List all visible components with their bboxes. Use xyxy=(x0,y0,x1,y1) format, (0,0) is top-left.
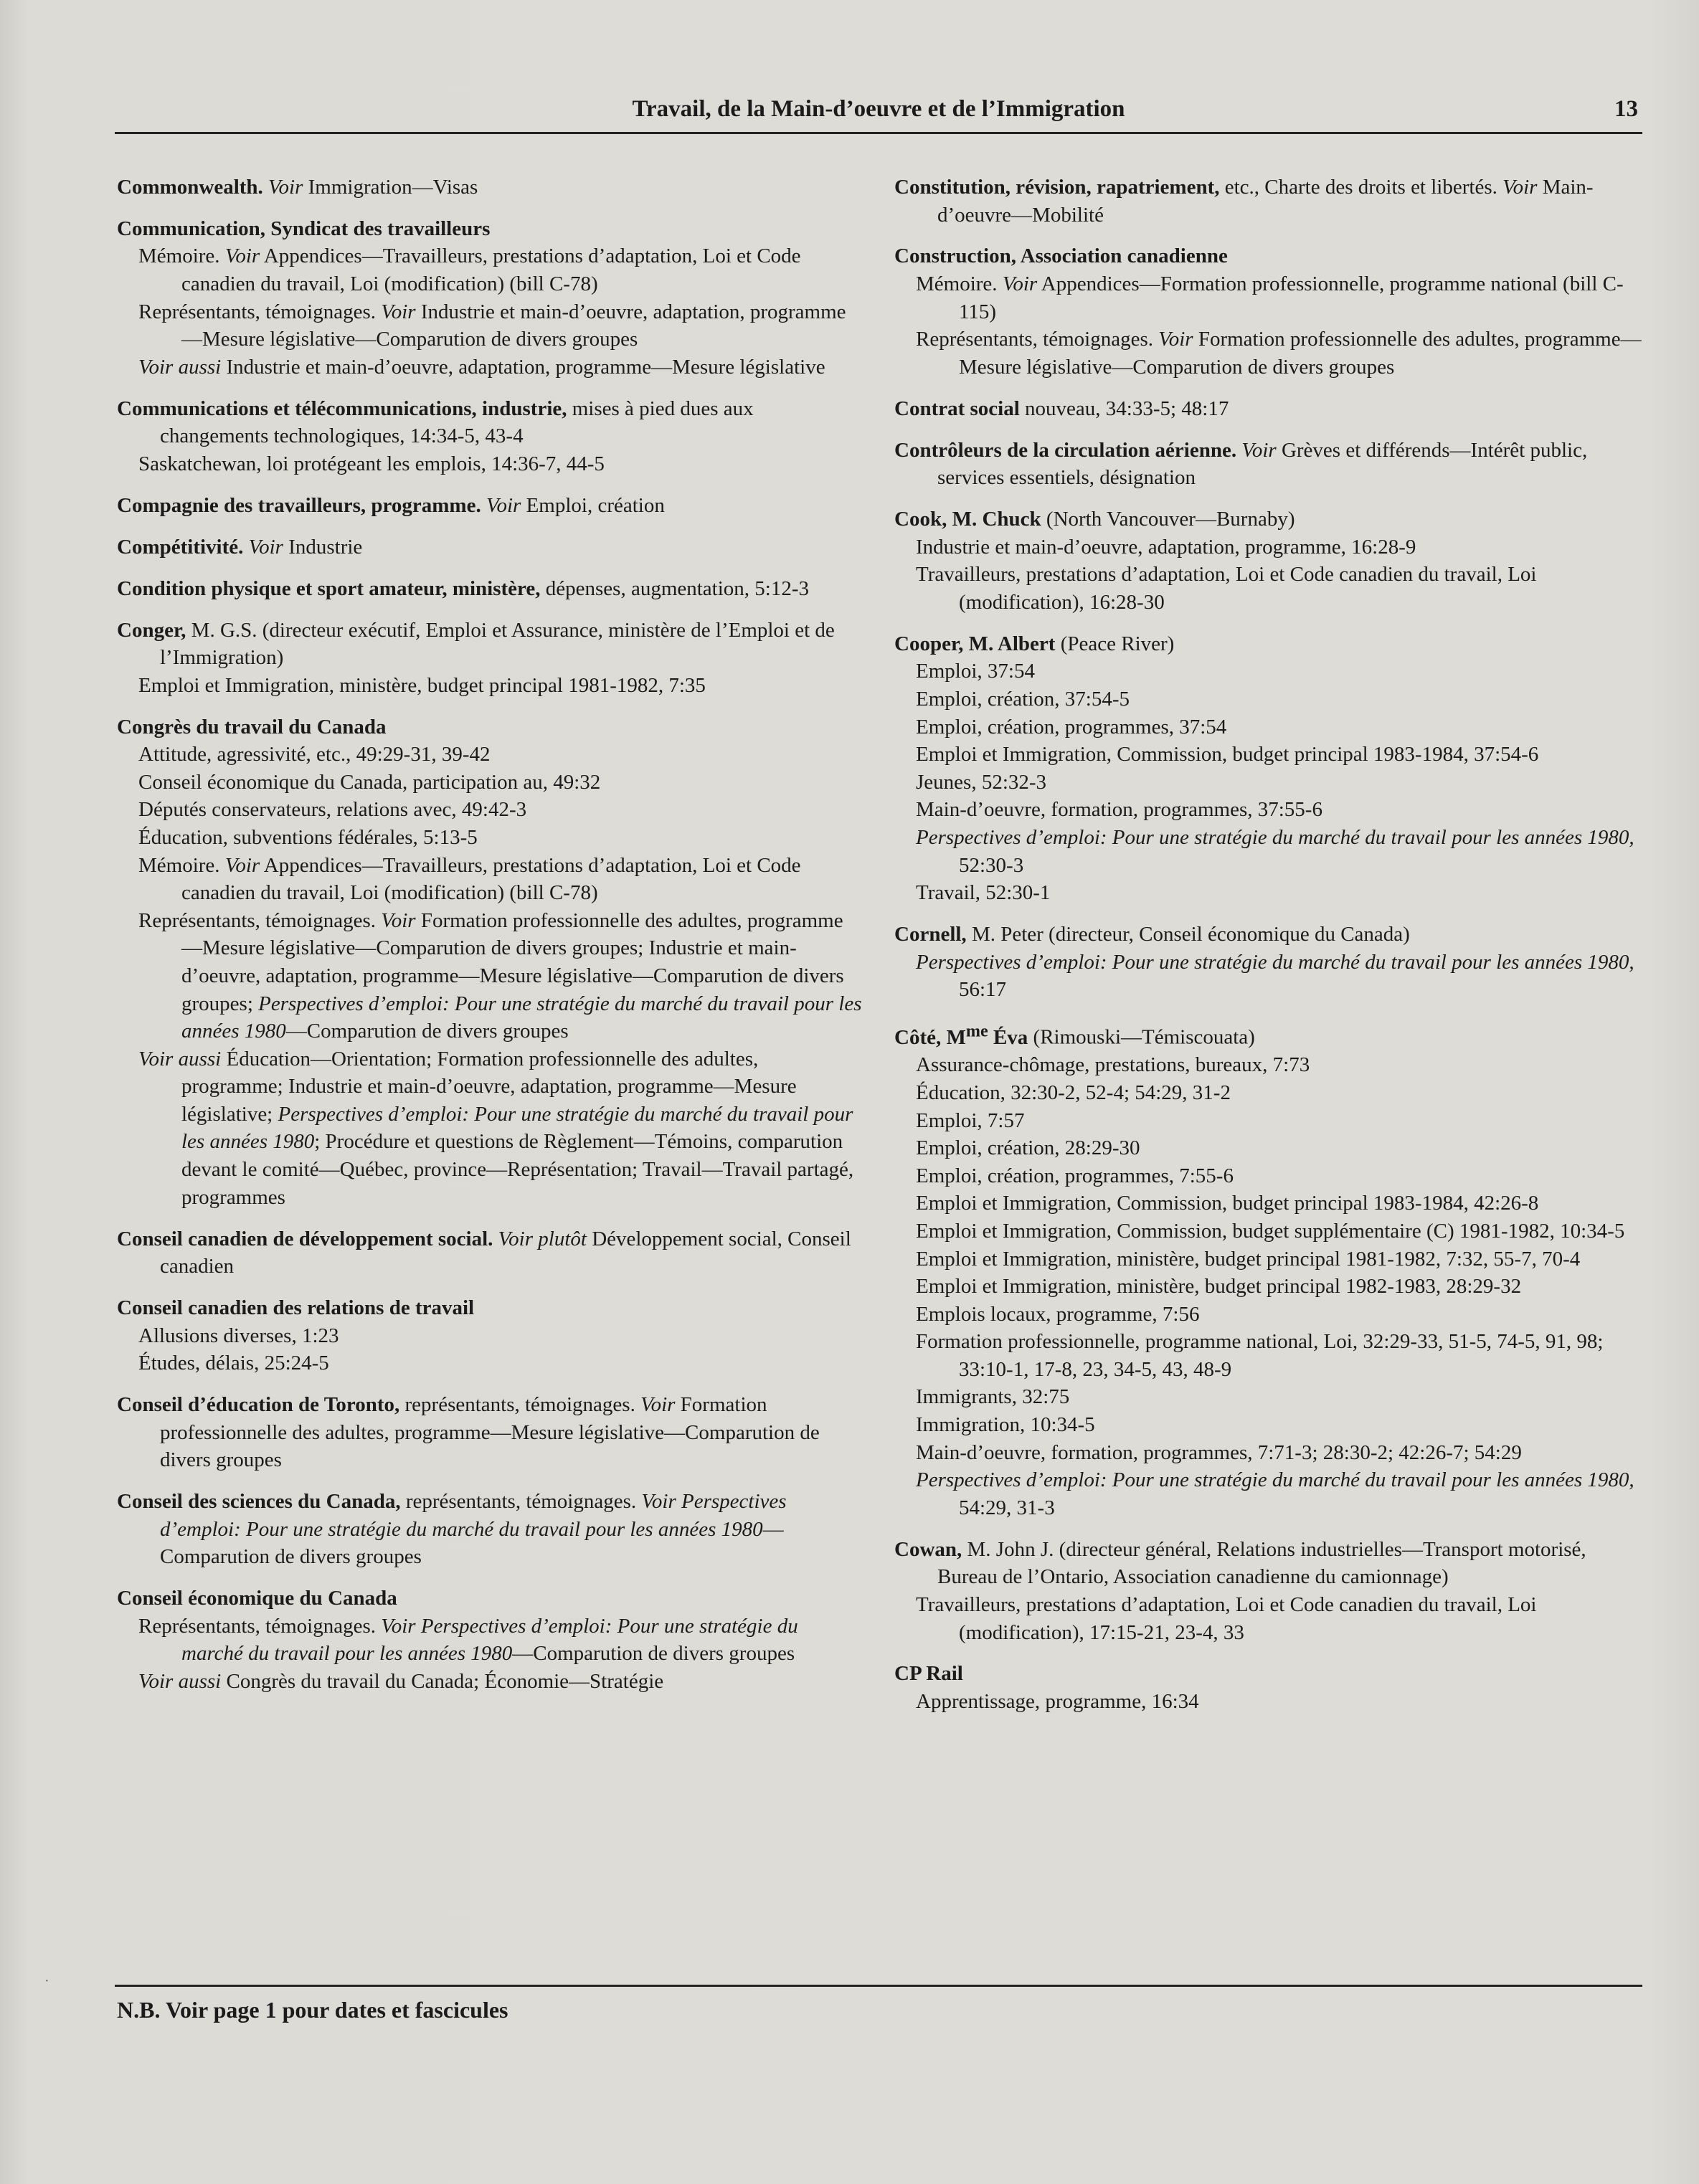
index-heading: Côté, $M^{me}$ Éva (Rimouski—Témiscouata) xyxy=(894,1021,1255,1049)
index-subentry: Travailleurs, prestations d’adaptation, Loi et Code canadien du travail, Loi (modification), 17:15-21, 23-4, 33 xyxy=(916,1592,1537,1644)
index-subentry: Main-d’oeuvre, formation, programmes, 7:71-3; 28:30-2; 42:26-7; 54:29 xyxy=(916,1440,1522,1464)
index-heading: Conseil canadien de développement social. Voir plutôt Développement social, Conseil canadien xyxy=(117,1227,851,1278)
index-entry xyxy=(117,395,863,478)
index-heading: Congrès du travail du Canada xyxy=(117,715,387,739)
index-heading: Conseil d’éducation de Toronto, représentants, témoignages. Voir Formation professionnelle des adultes, programme—Mesure législative—Comparution de divers groupes xyxy=(117,1393,820,1472)
index-subentry: Emploi, création, programmes, 7:55-6 xyxy=(916,1164,1234,1187)
index-subentry: Éducation, subventions fédérales, 5:13-5 xyxy=(138,825,478,849)
index-subentry: Attitude, agressivité, etc., 49:29-31, 39-42 xyxy=(138,743,491,766)
index-heading: Conger, M. G.S. (directeur exécutif, Emploi et Assurance, ministère de l’Emploi et de l’Immigration) xyxy=(117,618,835,670)
index-heading: Contrat social nouveau, 34:33-5; 48:17 xyxy=(894,397,1229,420)
index-entry xyxy=(894,1660,1644,1715)
index-entry xyxy=(117,1391,863,1474)
index-subentry: Perspectives d’emploi: Pour une stratégie du marché du travail pour les années 1980, 52:30-3 xyxy=(916,825,1634,877)
index-subentry: Représentants, témoignages. Voir Industrie et main-d’oeuvre, adaptation, programme—Mesure législative—Comparution de divers groupes xyxy=(138,300,846,351)
margin-dot: · xyxy=(44,1973,49,1989)
index-heading: Compagnie des travailleurs, programme. Voir Emploi, création xyxy=(117,493,665,517)
footer-rule xyxy=(115,1985,1642,1987)
index-subentry: Immigration, 10:34-5 xyxy=(916,1413,1095,1437)
index-column-right xyxy=(894,174,1644,1729)
index-entry xyxy=(117,1294,863,1377)
index-subentry: Conseil économique du Canada, participation au, 49:32 xyxy=(138,770,601,794)
index-entry xyxy=(894,174,1644,229)
index-subentry: Éducation, 32:30-2, 52-4; 54:29, 31-2 xyxy=(916,1081,1231,1104)
index-entry xyxy=(117,1225,863,1281)
index-entry xyxy=(894,630,1644,907)
index-entry xyxy=(894,1536,1644,1646)
index-heading: Compétitivité. Voir Industrie xyxy=(117,535,363,559)
index-column-left xyxy=(117,174,863,1709)
index-subentry: Études, délais, 25:24-5 xyxy=(138,1352,329,1375)
index-subentry: Apprentissage, programme, 16:34 xyxy=(916,1690,1199,1714)
index-subentry: Emploi, 7:57 xyxy=(916,1108,1025,1132)
index-subentry: Mémoire. Voir Appendices—Travailleurs, prestations d’adaptation, Loi et Code canadien du travail, Loi (modification) (bill C-78) xyxy=(138,244,801,296)
index-subentry: Emploi et Immigration, Commission, budget principal 1983-1984, 42:26-8 xyxy=(916,1192,1539,1215)
footer-note: N.B. Voir page 1 pour dates et fascicules xyxy=(117,1997,508,2023)
index-subentry: Emploi et Immigration, ministère, budget principal 1981-1982, 7:32, 55-7, 70-4 xyxy=(916,1247,1581,1271)
index-subentry: Immigrants, 32:75 xyxy=(916,1385,1070,1409)
index-heading: Condition physique et sport amateur, ministère, dépenses, augmentation, 5:12-3 xyxy=(117,576,810,600)
index-heading: Conseil canadien des relations de travail xyxy=(117,1296,475,1320)
index-entry xyxy=(117,1488,863,1571)
index-heading: CP Rail xyxy=(894,1662,963,1686)
index-subentry: Mémoire. Voir Appendices—Travailleurs, prestations d’adaptation, Loi et Code canadien du travail, Loi (modification) (bill C-78) xyxy=(138,853,801,905)
index-subentry: Perspectives d’emploi: Pour une stratégie du marché du travail pour les années 1980, 54:29, 31-3 xyxy=(916,1468,1634,1519)
index-subentry: Emploi et Immigration, Commission, budget principal 1983-1984, 37:54-6 xyxy=(916,743,1539,766)
running-header xyxy=(115,93,1642,134)
index-subentry: Emploi, création, 37:54-5 xyxy=(916,687,1130,711)
index-entry xyxy=(117,575,863,603)
index-entry xyxy=(117,617,863,700)
index-entry xyxy=(894,505,1644,616)
index-subentry: Représentants, témoignages. Voir Formation professionnelle des adultes, programme—Mesure législative—Comparution de divers groupes xyxy=(916,328,1642,379)
page-number: 13 xyxy=(1614,96,1638,122)
index-subentry: Emploi et Immigration, ministère, budget principal 1982-1983, 28:29-32 xyxy=(916,1275,1522,1298)
index-subentry: Emploi, création, 28:29-30 xyxy=(916,1136,1140,1160)
index-heading: Cooper, M. Albert (Peace River) xyxy=(894,632,1175,655)
page-title: Travail, de la Main-d’oeuvre et de l’Immigration xyxy=(632,96,1125,122)
index-heading: Conseil des sciences du Canada, représentants, témoignages. Voir Perspectives d’emploi: Pour une stratégie du marché du travail pour les années 1980—Comparution de divers groupes xyxy=(117,1490,787,1569)
index-entry xyxy=(117,533,863,561)
index-entry xyxy=(117,215,863,381)
index-subentry: Mémoire. Voir Appendices—Formation professionnelle, programme national (bill C-115) xyxy=(916,272,1624,323)
index-heading: Commonwealth. Voir Immigration—Visas xyxy=(117,176,478,199)
index-subentry: Emploi et Immigration, Commission, budget supplémentaire (C) 1981-1982, 10:34-5 xyxy=(916,1219,1625,1243)
index-subentry: Voir aussi Industrie et main-d’oeuvre, adaptation, programme—Mesure législative xyxy=(138,355,825,379)
index-subentry: Saskatchewan, loi protégeant les emplois, 14:36-7, 44-5 xyxy=(138,452,605,475)
index-subentry: Représentants, témoignages. Voir Formation professionnelle des adultes, programme—Mesure législative—Comparution de divers groupes; Industrie et main-d’oeuvre, adaptation, programme—Mesure législative—Comparution de divers groupes; Perspectives d’emploi: Pour une stratégie du marché du travail pour les années 1980—Comparution de divers groupes xyxy=(138,908,862,1043)
index-entry xyxy=(894,242,1644,381)
index-subentry: Représentants, témoignages. Voir Perspectives d’emploi: Pour une stratégie du marché du travail pour les années 1980—Comparution de divers groupes xyxy=(138,1614,798,1666)
index-heading: Conseil économique du Canada xyxy=(117,1587,397,1610)
index-heading: Construction, Association canadienne xyxy=(894,244,1228,268)
index-subentry: Industrie et main-d’oeuvre, adaptation, programme, 16:28-9 xyxy=(916,535,1416,559)
index-entry xyxy=(117,174,863,201)
index-subentry: Travail, 52:30-1 xyxy=(916,881,1051,905)
index-heading: Constitution, révision, rapatriement, etc., Charte des droits et libertés. Voir Main-d’oeuvre—Mobilité xyxy=(894,176,1594,227)
index-subentry: Emploi et Immigration, ministère, budget principal 1981-1982, 7:35 xyxy=(138,673,706,697)
index-heading: Cornell, M. Peter (directeur, Conseil économique du Canada) xyxy=(894,923,1410,946)
index-heading: Contrôleurs de la circulation aérienne. Voir Grèves et différends—Intérêt public, services essentiels, désignation xyxy=(894,438,1588,490)
index-heading: Communications et télécommunications, industrie, mises à pied dues aux changements technologiques, 14:34-5, 43-4 xyxy=(117,397,754,448)
index-entry xyxy=(894,437,1644,492)
index-subentry: Emploi, création, programmes, 37:54 xyxy=(916,715,1227,739)
index-entry xyxy=(894,921,1644,1004)
index-heading: Cowan, M. John J. (directeur général, Relations industrielles—Transport motorisé, Bureau de l’Ontario, Association canadienne du camionnage) xyxy=(894,1537,1586,1589)
index-subentry: Assurance-chômage, prestations, bureaux, 7:73 xyxy=(916,1053,1310,1077)
index-subentry: Députés conservateurs, relations avec, 49:42-3 xyxy=(138,798,527,822)
index-subentry: Formation professionnelle, programme national, Loi, 32:29-33, 51-5, 74-5, 91, 98; 33:10-1, 17-8, 23, 34-5, 43, 48-9 xyxy=(916,1330,1604,1381)
index-subentry: Voir aussi Congrès du travail du Canada; Économie—Stratégie xyxy=(138,1670,664,1694)
index-subentry: Perspectives d’emploi: Pour une stratégie du marché du travail pour les années 1980, 56:17 xyxy=(916,950,1634,1002)
index-entry xyxy=(117,492,863,520)
index-heading: Communication, Syndicat des travailleurs xyxy=(117,217,491,240)
index-subentry: Travailleurs, prestations d’adaptation, Loi et Code canadien du travail, Loi (modification), 16:28-30 xyxy=(916,563,1537,614)
index-entry xyxy=(117,1585,863,1695)
index-heading: Cook, M. Chuck (North Vancouver—Burnaby) xyxy=(894,508,1295,531)
index-subentry: Main-d’oeuvre, formation, programmes, 37:55-6 xyxy=(916,798,1322,822)
index-subentry: Voir aussi Éducation—Orientation; Formation professionnelle des adultes, programme; Industrie et main-d’oeuvre, adaptation, programme—Mesure législative; Perspectives d’emploi: Pour une stratégie du marché du travail pour les années 1980; Procédure et questions de Règlement—Témoins, comparution devant le comité—Québec, province—Représentation; Travail—Travail partagé, programmes xyxy=(138,1047,854,1209)
index-entry xyxy=(117,713,863,1212)
index-entry xyxy=(894,395,1644,423)
index-entry xyxy=(894,1017,1644,1521)
index-subentry: Jeunes, 52:32-3 xyxy=(916,770,1047,794)
index-subentry: Allusions diverses, 1:23 xyxy=(138,1324,339,1347)
index-subentry: Emplois locaux, programme, 7:56 xyxy=(916,1302,1200,1326)
index-subentry: Emploi, 37:54 xyxy=(916,660,1035,683)
